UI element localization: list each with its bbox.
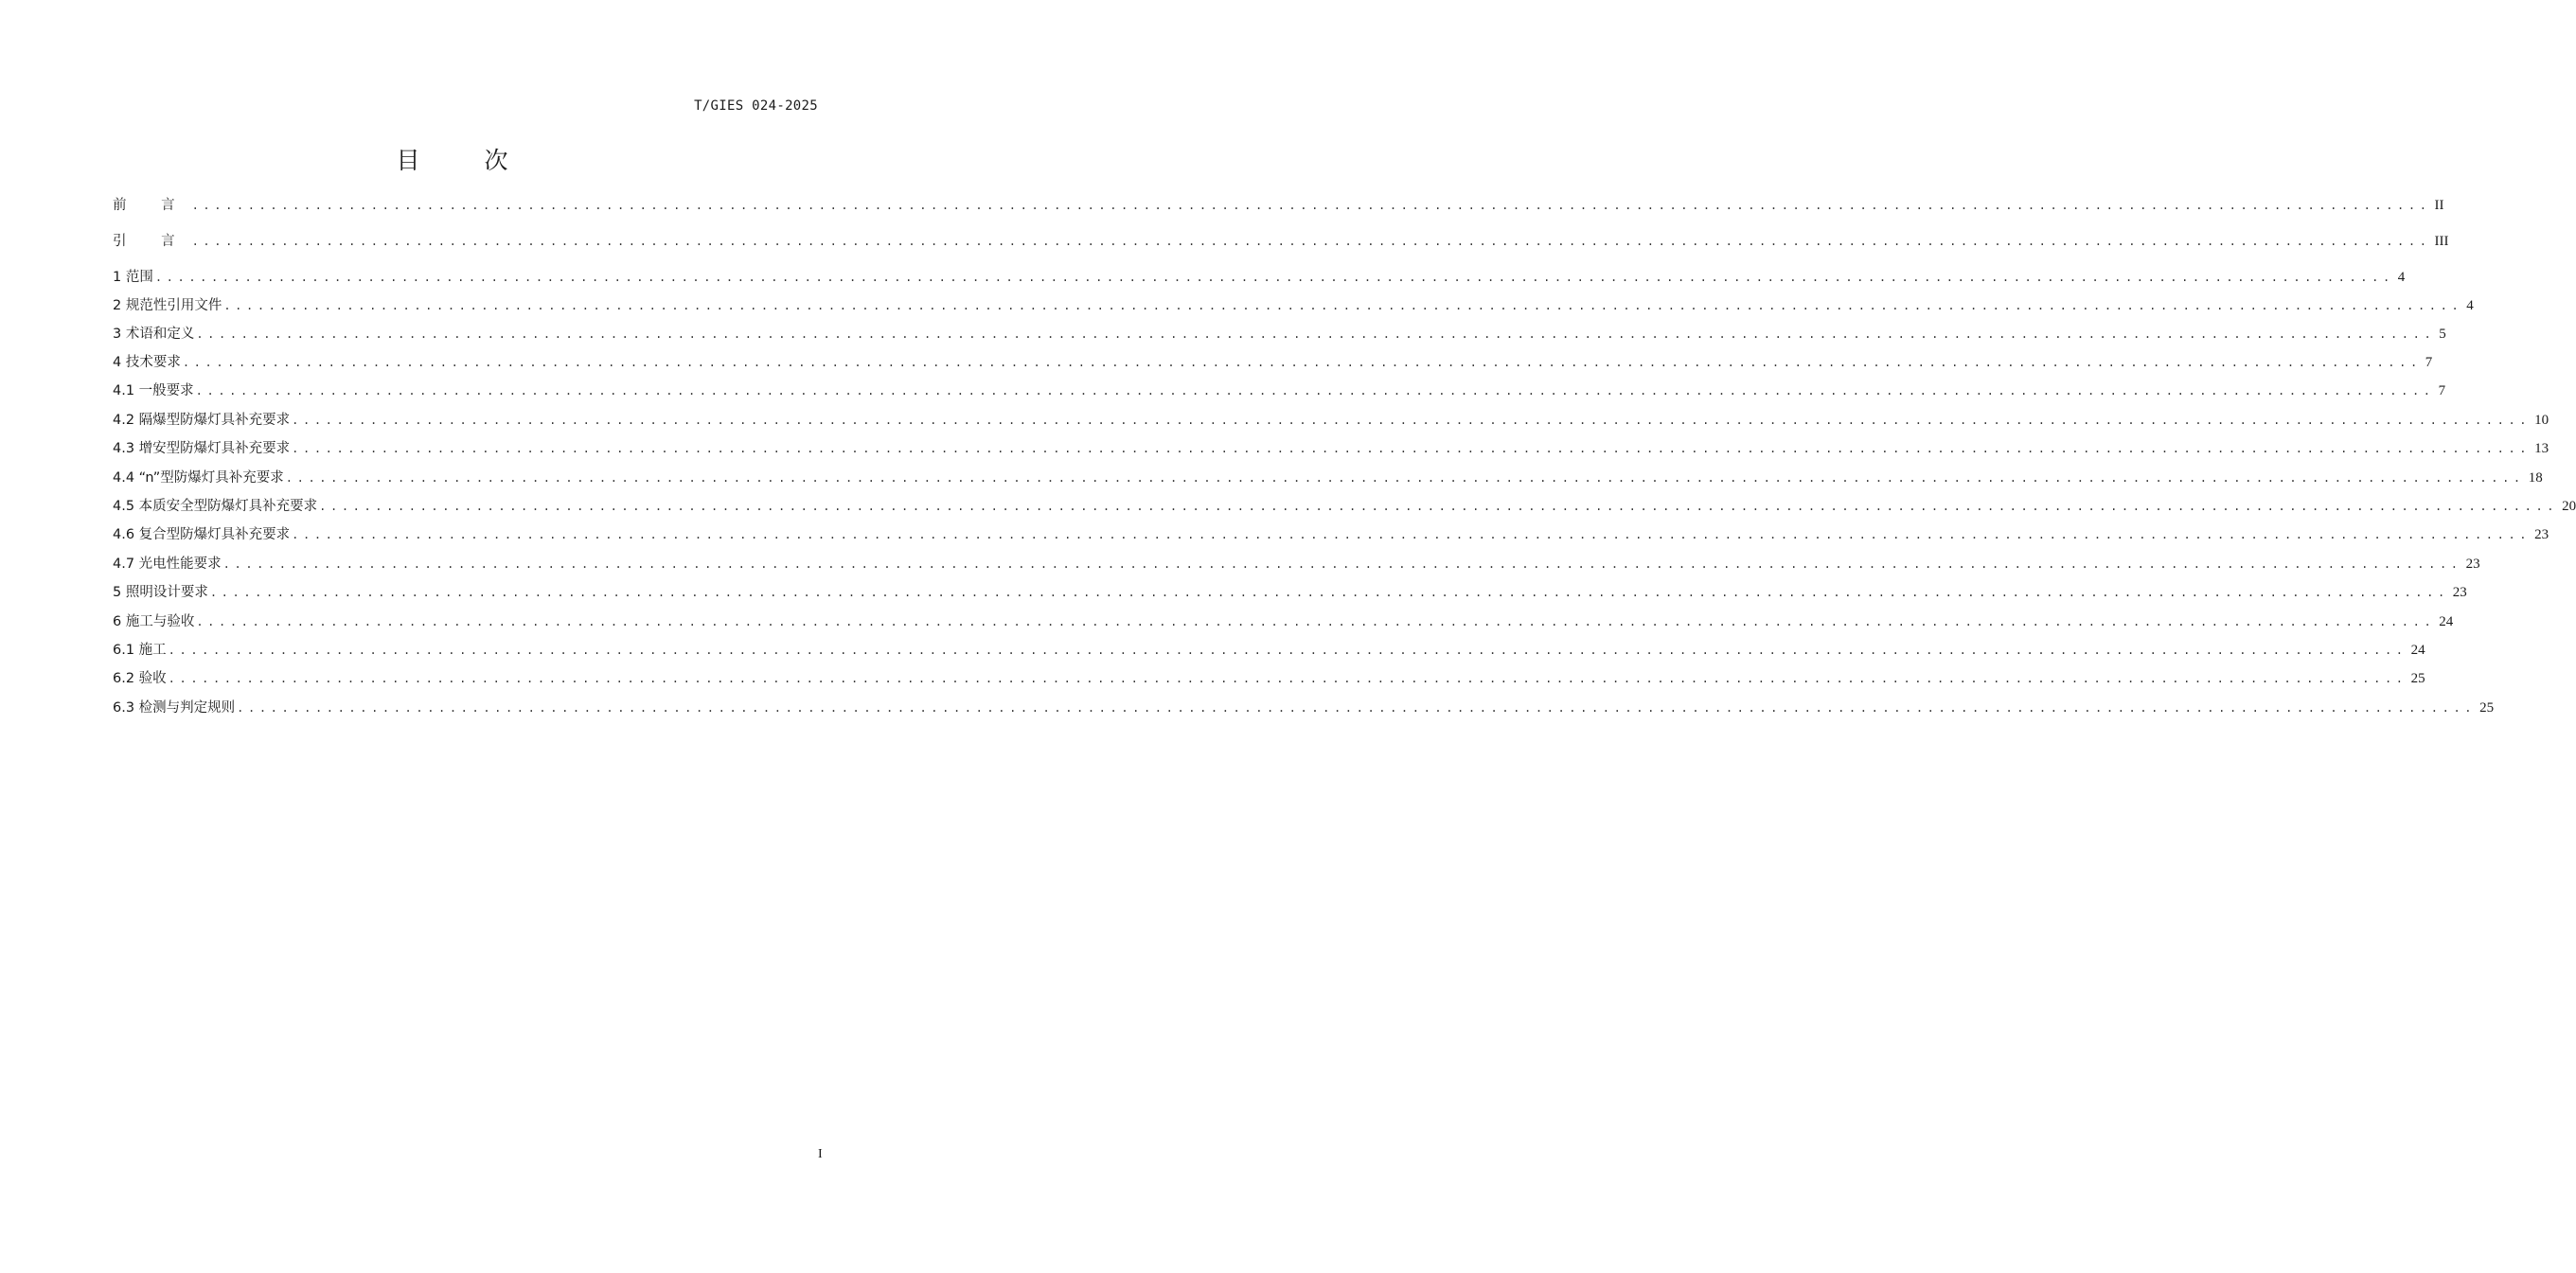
toc-entry-page: 7: [2425, 355, 2433, 370]
toc-entry-page: 24: [2439, 614, 2454, 629]
toc-entry-label: 4.3 增安型防爆灯具补充要求: [113, 441, 291, 456]
toc-entry[interactable]: [113, 554, 2480, 575]
toc-entry[interactable]: [113, 438, 2549, 459]
toc-dot-leader: ........................................................................................................................................................................................................: [168, 672, 2407, 685]
toc-entry[interactable]: [113, 611, 2454, 632]
toc-dot-leader: ........................................................................................................................................................................................................: [292, 442, 2532, 455]
toc-dot-leader: ........................................................................................................................................................................................................: [222, 557, 2462, 571]
toc-entry-page: 5: [2439, 327, 2446, 342]
toc-entry[interactable]: [113, 640, 2425, 661]
toc-entry-label: 6 施工与验收: [113, 614, 195, 629]
toc-entry[interactable]: [113, 324, 2446, 345]
toc-dot-leader: ........................................................................................................................................................................................................: [209, 586, 2449, 599]
toc-entry-page: 18: [2528, 470, 2543, 486]
toc-entry-page: 23: [2452, 585, 2467, 600]
toc-entry-page: 25: [2479, 700, 2495, 716]
toc-dot-leader: ........................................................................................................................................................................................................: [319, 500, 2559, 513]
toc-entry[interactable]: [113, 380, 2446, 401]
toc-entry[interactable]: [113, 698, 2495, 718]
toc-dot-leader: ........................................................................................................................................................................................................: [223, 299, 2463, 312]
toc-entry-page: 25: [2410, 671, 2425, 686]
toc-entry[interactable]: [113, 195, 2444, 216]
document-code: T/GIES 024-2025: [694, 98, 818, 114]
toc-entry-label: 6.2 验收: [113, 671, 167, 686]
toc-entry[interactable]: [113, 352, 2433, 373]
toc-entry-label: 4.1 一般要求: [113, 383, 194, 398]
toc-entry[interactable]: [113, 524, 2549, 545]
toc-entry-label: 4.4 “n”型防爆灯具补充要求: [113, 470, 284, 486]
toc-entry-page: II: [2434, 198, 2444, 213]
toc-entry-label: 5 照明设计要求: [113, 585, 208, 600]
toc-entry-label: 4.5 本质安全型防爆灯具补充要求: [113, 499, 318, 514]
toc-dot-leader: ........................................................................................................................................................................................................: [237, 701, 2477, 715]
toc-entry[interactable]: [113, 582, 2467, 603]
toc-entry-page: 13: [2534, 441, 2549, 456]
toc-dot-leader: ........................................................................................................................................................................................................: [182, 356, 2422, 369]
toc-dot-leader: ........................................................................................................................................................................................................: [154, 271, 2394, 284]
toc-entry[interactable]: [113, 410, 2549, 431]
toc-dot-leader: ........................................................................................................................................................................................................: [292, 414, 2532, 427]
toc-entry-page: 23: [2465, 557, 2480, 572]
toc-dot-leader: ........................................................................................................................................................................................................: [191, 199, 2431, 212]
toc-entry-label: 6.1 施工: [113, 643, 167, 658]
toc-entry-label: 6.3 检测与判定规则: [113, 700, 236, 716]
toc-entry-page: 10: [2534, 413, 2549, 428]
page-number: I: [818, 1147, 823, 1161]
toc-entry-label: 3 术语和定义: [113, 327, 195, 342]
toc-entry-page: III: [2434, 234, 2449, 249]
toc-dot-leader: ........................................................................................................................................................................................................: [196, 615, 2436, 628]
toc-entry-label: 4.7 光电性能要求: [113, 557, 222, 572]
toc-entry[interactable]: [113, 231, 2449, 252]
toc-title: 目 次: [396, 147, 537, 174]
toc-dot-leader: ........................................................................................................................................................................................................: [191, 235, 2431, 248]
toc-dot-leader: ........................................................................................................................................................................................................: [292, 528, 2532, 541]
toc-entry[interactable]: [113, 267, 2406, 288]
toc-entry[interactable]: [113, 468, 2543, 488]
toc-entry-page: 4: [2466, 298, 2474, 313]
toc-entry-label: 1 范围: [113, 270, 153, 285]
toc-entry-page: 7: [2438, 383, 2446, 398]
toc-entry-label: 4.6 复合型防爆灯具补充要求: [113, 527, 291, 542]
toc-entry-page: 23: [2534, 527, 2549, 542]
toc-dot-leader: ........................................................................................................................................................................................................: [285, 471, 2525, 485]
toc-dot-leader: ........................................................................................................................................................................................................: [168, 644, 2407, 657]
toc-entry-page: 4: [2397, 270, 2406, 285]
toc-entry[interactable]: [113, 668, 2425, 689]
toc-entry-label: 4 技术要求: [113, 355, 181, 370]
toc-entry-label: 引 言: [113, 234, 190, 249]
toc-dot-leader: ........................................................................................................................................................................................................: [196, 327, 2436, 341]
toc-dot-leader: ........................................................................................................................................................................................................: [195, 384, 2435, 398]
toc-entry-label: 前 言: [113, 198, 190, 213]
toc-entry-label: 2 规范性引用文件: [113, 298, 222, 313]
toc-entry-page: 20: [2562, 499, 2576, 514]
toc-entry-label: 4.2 隔爆型防爆灯具补充要求: [113, 413, 291, 428]
toc-entry-page: 24: [2410, 643, 2425, 658]
toc-entry[interactable]: [113, 496, 2576, 517]
toc-entry[interactable]: [113, 295, 2474, 316]
